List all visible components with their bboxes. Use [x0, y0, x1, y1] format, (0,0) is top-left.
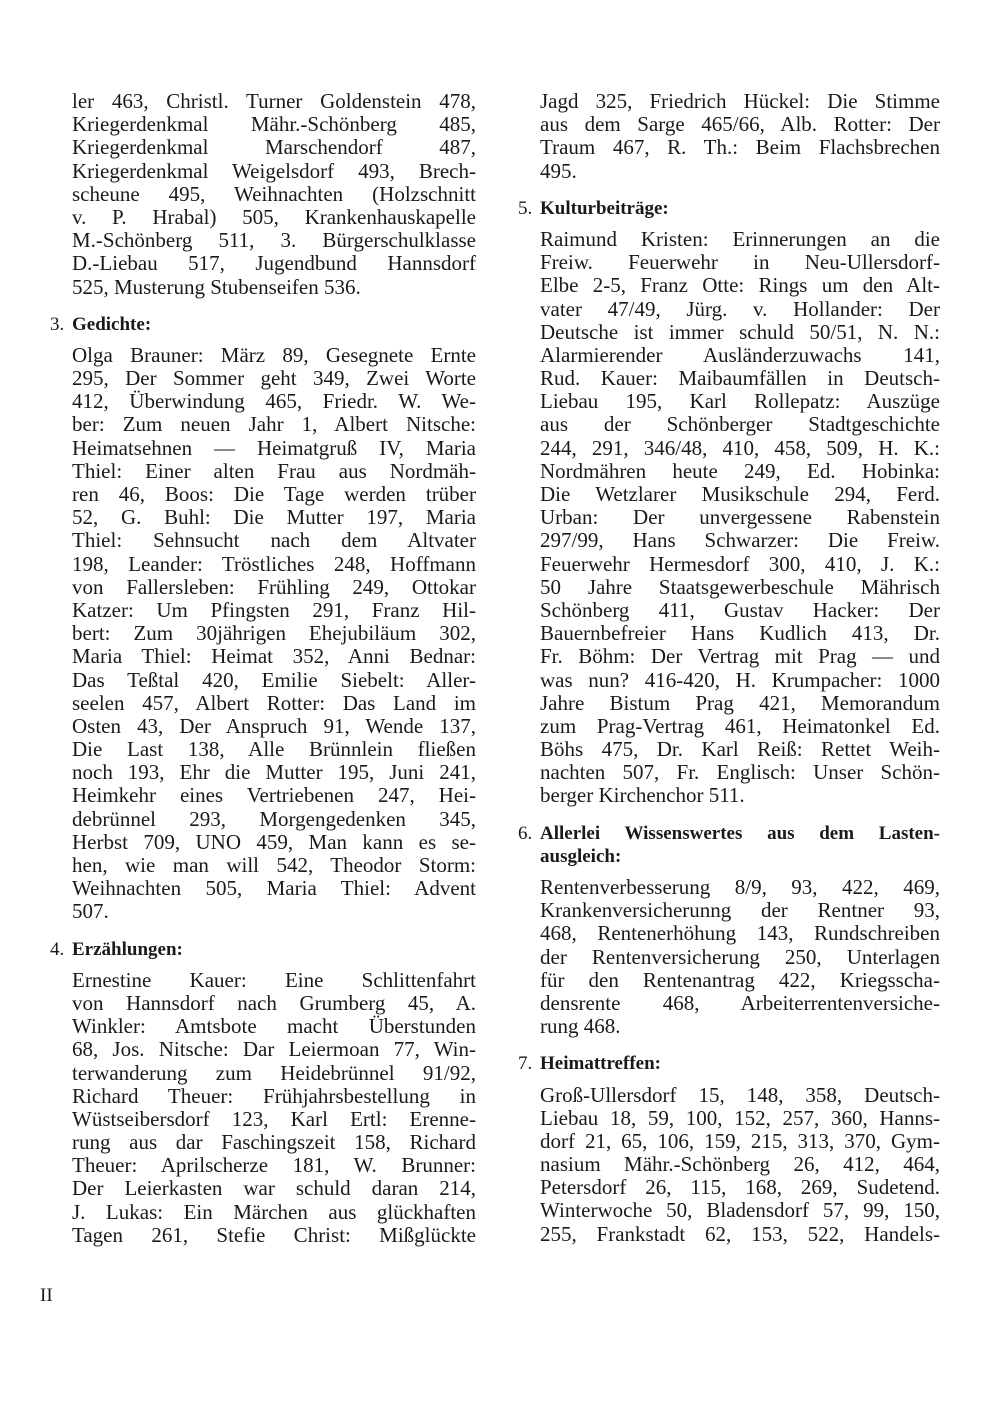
- text-line: was nun? 416-420, H. Krumpacher: 1000: [540, 667, 940, 692]
- text-line: M.-Schönberg 511, 3. Bürgerschulklasse: [72, 228, 476, 253]
- text-line: Das Teßtal 420, Emilie Siebelt: Aller-: [72, 667, 476, 692]
- text-line: Maria Thiel: Heimat 352, Anni Bednar:: [72, 644, 476, 669]
- text-line: Nordmähren heute 249, Ed. Hobinka:: [540, 458, 940, 483]
- text-line: Richard Theuer: Frühjahrsbestellung in: [72, 1083, 476, 1108]
- text-line: Die Wetzlarer Musikschule 294, Ferd.: [540, 482, 940, 506]
- section-body: [72, 344, 476, 924]
- text-line: densrente 468, Arbeiterrentenversiche-: [540, 990, 940, 1015]
- text-line: Urban: Der unvergessene Rabenstein: [540, 505, 940, 530]
- text-line: Elbe 2-5, Franz Otte: Rings um den Alt-: [540, 273, 940, 298]
- text-line: Theuer: Aprilscherze 181, W. Brunner:: [72, 1153, 476, 1178]
- text-line: debrünnel 293, Morgengedenken 345,: [72, 806, 476, 831]
- text-line: ler 463, Christl. Turner Goldenstein 478,: [72, 89, 476, 113]
- text-line: Winterwoche 50, Bladensdorf 57, 99, 150,: [540, 1198, 940, 1223]
- text-line: von Fallersleben: Frühling 249, Ottokar: [72, 574, 476, 599]
- text-line: Thiel: Einer alten Frau aus Nordmäh-: [72, 458, 476, 483]
- text-line: 198, Leander: Tröstliches 248, Hoffmann: [72, 551, 476, 576]
- text-line: 507.: [72, 899, 109, 924]
- text-line: Kriegerdenkmal Mähr.-Schönberg 485,: [72, 112, 476, 137]
- text-line: 244, 291, 346/48, 410, 458, 509, H. K.:: [540, 435, 940, 460]
- text-line: Heimatsehnen — Heimatgruß IV, Maria: [72, 435, 476, 460]
- text-line: Katzer: Um Pfingsten 291, Franz Hil-: [72, 597, 476, 622]
- text-line: Petersdorf 26, 115, 168, 269, Sudetend.: [540, 1175, 940, 1200]
- text-line: 495.: [540, 158, 577, 183]
- section-title-line: Allerlei Wissenswertes aus dem Lasten-: [540, 822, 940, 844]
- text-line: Liebau 18, 59, 100, 152, 257, 360, Hanns-: [540, 1105, 940, 1130]
- continuation-paragraph: [72, 90, 476, 299]
- text-line: Kriegerdenkmal Weigelsdorf 493, Brech-: [72, 158, 476, 183]
- text-line: Groß-Ullersdorf 15, 148, 358, Deutsch-: [540, 1082, 940, 1107]
- text-line: seelen 457, Albert Rotter: Das Land im: [72, 690, 476, 715]
- text-line: nachten 507, Fr. Englisch: Unser Schön-: [540, 760, 940, 785]
- index-section: [50, 313, 476, 924]
- text-line: dorf 21, 65, 106, 159, 215, 313, 370, Gym-: [540, 1128, 940, 1153]
- text-line: scheune 495, Weihnachten (Holzschnitt: [72, 181, 476, 206]
- text-line: berger Kirchenchor 511.: [540, 783, 745, 808]
- text-line: rung aus dar Faschingszeit 158, Richard: [72, 1130, 476, 1155]
- text-line: Rentenverbesserung 8/9, 93, 422, 469,: [540, 875, 940, 899]
- text-line: Liebau 195, Karl Rollepatz: Auszüge: [540, 389, 940, 414]
- index-section: [50, 938, 476, 1247]
- text-line: Freiw. Feuerwehr in Neu-Ullersdorf-: [540, 250, 940, 275]
- text-line: Deutsche ist immer schuld 50/51, N. N.:: [540, 319, 940, 344]
- text-line: Olga Brauner: März 89, Gesegnete Ernte: [72, 342, 476, 367]
- index-section: [518, 1052, 940, 1246]
- section-title-line: Erzählungen:: [72, 938, 183, 960]
- text-line: aus der Schönberger Stadtgeschichte: [540, 412, 940, 437]
- text-line: 52, G. Buhl: Die Mutter 197, Maria: [72, 505, 476, 530]
- text-line: 68, Jos. Nitsche: Dar Leiermoan 77, Win-: [72, 1037, 476, 1062]
- text-line: Die Last 138, Alle Brünnlein fließen: [72, 737, 476, 762]
- text-line: Böhs 475, Dr. Karl Reiß: Rettet Weih-: [540, 737, 940, 762]
- text-line: Alarmierender Ausländerzuwachs 141,: [540, 342, 940, 367]
- right-column: [518, 89, 940, 1246]
- section-number: 3.: [50, 313, 65, 335]
- text-line: Krankenversicherunng der Rentner 93,: [540, 898, 940, 923]
- text-line: Jagd 325, Friedrich Hückel: Die Stimme: [540, 89, 940, 113]
- left-column: [50, 89, 476, 1247]
- text-line: Schönberg 411, Gustav Hacker: Der: [540, 597, 940, 622]
- section-title-line: ausgleich:: [540, 845, 622, 867]
- text-line: D.-Liebau 517, Jugendbund Hannsdorf: [72, 251, 476, 276]
- text-line: Jahre Bistum Prag 421, Memorandum: [540, 690, 940, 715]
- section-number: 4.: [50, 938, 65, 960]
- text-line: Tagen 261, Stefie Christ: Mißglückte: [72, 1222, 476, 1247]
- text-line: ber: Zum neuen Jahr 1, Albert Nitsche:: [72, 412, 476, 437]
- text-line: für den Rentenantrag 422, Kriegsscha-: [540, 967, 940, 992]
- text-line: nasium Mähr.-Schönberg 26, 412, 464,: [540, 1152, 940, 1177]
- text-line: Fr. Böhm: Der Vertrag mit Prag — und: [540, 644, 940, 669]
- index-section: [518, 822, 940, 1039]
- text-line: Osten 43, Der Anspruch 91, Wende 137,: [72, 713, 476, 738]
- text-line: J. Lukas: Ein Märchen aus glückhaften: [72, 1199, 476, 1224]
- section-body: [540, 876, 940, 1038]
- text-line: rung 468.: [540, 1014, 621, 1039]
- section-number: 5.: [518, 197, 533, 219]
- text-line: der Rentenversicherung 250, Unterlagen: [540, 944, 940, 969]
- text-line: ren 46, Boos: Die Tage werden trüber: [72, 482, 476, 506]
- text-line: 525, Musterung Stubenseifen 536.: [72, 274, 361, 299]
- section-heading: [50, 938, 476, 961]
- section-heading: [518, 822, 940, 868]
- text-line: 255, Frankstadt 62, 153, 522, Handels-: [540, 1221, 940, 1246]
- right-sections: [518, 197, 940, 1246]
- text-line: 468, Rentenerhöhung 143, Rundschreiben: [540, 921, 940, 946]
- text-line: Ernestine Kauer: Eine Schlittenfahrt: [72, 967, 476, 992]
- text-line: Heimkehr eines Vertriebenen 247, Hei-: [72, 783, 476, 808]
- section-number: 7.: [518, 1053, 533, 1075]
- text-line: zum Prag-Vertrag 461, Heimatonkel Ed.: [540, 713, 940, 738]
- text-line: hen, wie man will 542, Theodor Storm:: [72, 853, 476, 877]
- left-sections: [50, 313, 476, 1247]
- text-line: noch 193, Ehr die Mutter 195, Juni 241,: [72, 760, 476, 785]
- text-line: 412, Überwindung 465, Friedr. W. We-: [72, 389, 476, 414]
- text-line: 295, Der Sommer geht 349, Zwei Worte: [72, 366, 476, 391]
- text-line: Raimund Kristen: Erinnerungen an die: [540, 226, 940, 251]
- text-line: Herbst 709, UNO 459, Man kann es se-: [72, 829, 476, 854]
- text-line: 50 Jahre Staatsgewerbeschule Mährisch: [540, 574, 940, 599]
- page-number: II: [40, 1285, 53, 1306]
- text-line: vater 47/49, Jürg. v. Hollander: Der: [540, 296, 940, 321]
- text-line: bert: Zum 30jährigen Ehejubiläum 302,: [72, 621, 476, 646]
- text-line: Weihnachten 505, Maria Thiel: Advent: [72, 876, 476, 901]
- section-body: [540, 1084, 940, 1246]
- text-line: terwanderung zum Heidebrünnel 91/92,: [72, 1060, 476, 1085]
- text-line: v. P. Hrabal) 505, Krankenhauskapelle: [72, 204, 476, 229]
- section-title-line: Kulturbeiträge:: [540, 197, 669, 219]
- section-body: [72, 969, 476, 1247]
- text-line: Wüstseibersdorf 123, Karl Ertl: Erenne-: [72, 1106, 476, 1131]
- text-line: von Hannsdorf nach Grumberg 45, A.: [72, 990, 476, 1015]
- index-section: [518, 197, 940, 808]
- section-heading: [518, 197, 940, 220]
- section-number: 6.: [518, 822, 533, 844]
- text-line: Feuerwehr Hermesdorf 300, 410, J. K.:: [540, 551, 940, 576]
- text-line: Traum 467, R. Th.: Beim Flachsbrechen: [540, 135, 940, 160]
- text-line: Thiel: Sehnsucht nach dem Altvater: [72, 528, 476, 553]
- text-line: Rud. Kauer: Maibaumfällen in Deutsch-: [540, 366, 940, 391]
- section-heading: [50, 313, 476, 336]
- text-line: aus dem Sarge 465/66, Alb. Rotter: Der: [540, 112, 940, 137]
- continuation-paragraph: [540, 90, 940, 183]
- text-line: Der Leierkasten war schuld daran 214,: [72, 1176, 476, 1201]
- section-title-line: Gedichte:: [72, 313, 152, 335]
- text-line: Kriegerdenkmal Marschendorf 487,: [72, 135, 476, 160]
- text-line: Bauernbefreier Hans Kudlich 413, Dr.: [540, 621, 940, 646]
- text-line: Winkler: Amtsbote macht Überstunden: [72, 1014, 476, 1039]
- section-body: [540, 228, 940, 808]
- section-heading: [518, 1052, 940, 1075]
- text-line: 297/99, Hans Schwarzer: Die Freiw.: [540, 528, 940, 553]
- section-title-line: Heimattreffen:: [540, 1053, 661, 1075]
